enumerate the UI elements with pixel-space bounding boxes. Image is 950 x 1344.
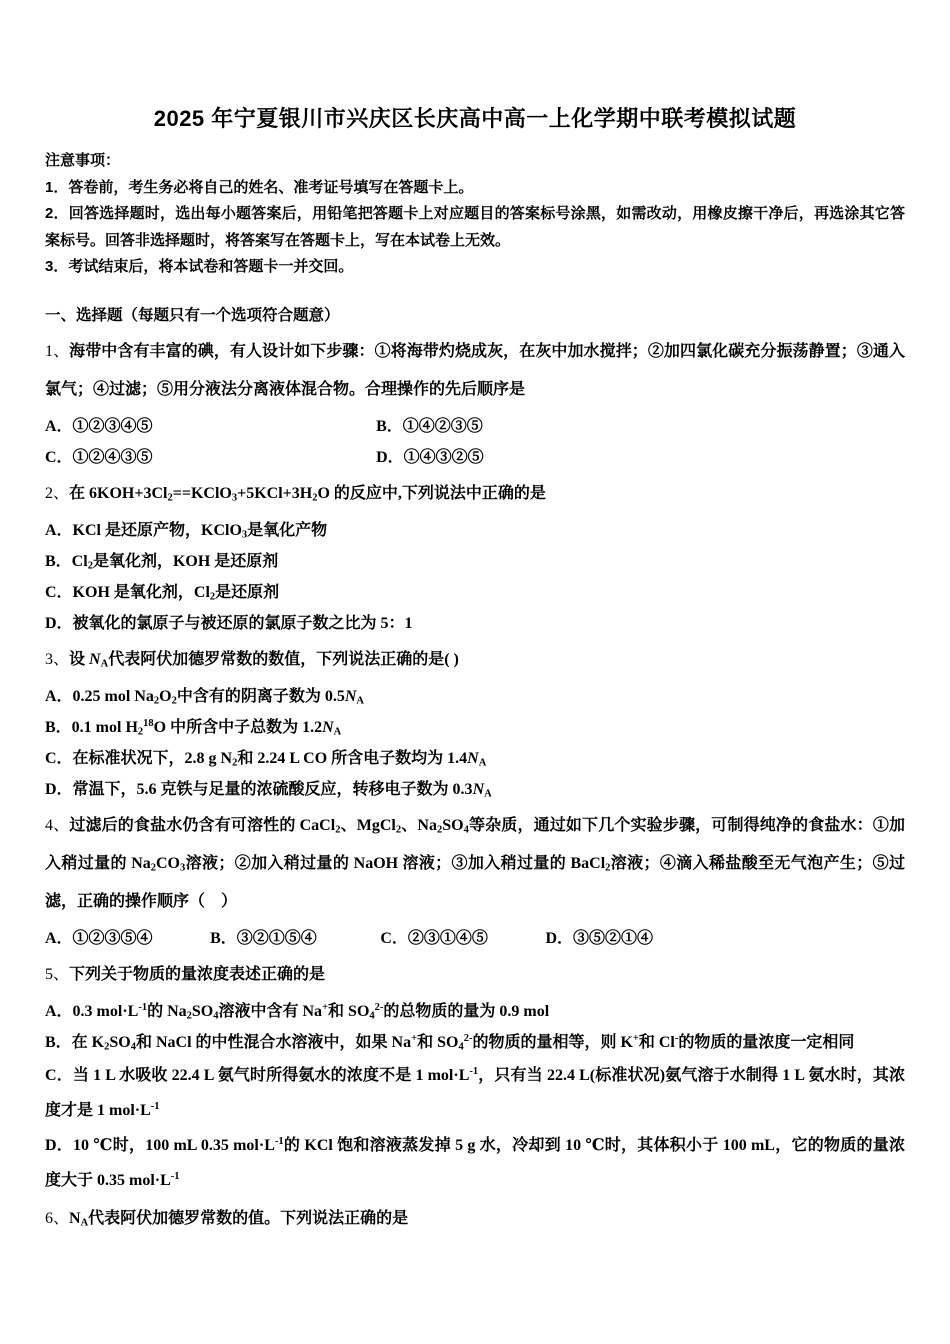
notice-item-3: 3．考试结束后，将本试卷和答题卡一并交回。 (45, 258, 354, 275)
question-2-options (45, 515, 905, 639)
question-3-option-d: D．常温下，5.6 克铁与足量的浓硫酸反应，转移电子数为 $0.3N_A$ (45, 780, 492, 800)
question-4-option-d: D．③⑤②①④ (545, 929, 654, 947)
question-5-number: 5、 (45, 965, 70, 983)
question-4-option-c: C．②③①④⑤ (380, 929, 488, 947)
question-4-option-b: B．③②①⑤④ (210, 929, 317, 947)
question-6-number: 6、 (45, 1209, 70, 1227)
notice-heading: 注意事项： (45, 152, 121, 169)
page-title: 2025 年宁夏银川市兴庆区长庆高中高一上化学期中联考模拟试题 (153, 106, 797, 131)
question-5-options (45, 996, 905, 1198)
section-heading: 一、选择题（每题只有一个选项符合题意） (45, 306, 340, 324)
question-1-option-a: A．①②③④⑤ (45, 417, 153, 435)
question-5-stem (45, 956, 905, 994)
question-5-option-c: C．当 1 L 水吸收 22.4 L 氨气时所得氨水的浓度不是 1 $mol\cdot L^{-1}$，只有当 22.4 L(标准状况)氨气溶于水制得 1 L 氨水时，其浓度才是 1 $mol\cdot L^{-1}$ (45, 1065, 905, 1119)
question-1-option-d: D．①④③②⑤ (376, 448, 484, 466)
question-2-number: 2、 (45, 484, 70, 502)
question-5 (45, 956, 905, 1198)
question-3-stem-text: 设 $N_A$代表阿伏加德罗常数的数值，下列说法正确的是( ) (69, 650, 459, 670)
question-3 (45, 641, 905, 805)
question-4-option-a: A．①②③⑤④ (45, 929, 153, 947)
question-4-stem-text: 过滤后的食盐水仍含有可溶性的 CaCl$_2$、MgCl$_2$、$Na_2SO_4$等杂质，通过如下几个实验步骤，可制得纯净的食盐水：①加入稍过量的 $Na_2CO_3$溶液；②加入稍过量的 NaOH 溶液；③加入稍过量的 BaCl$_2$溶液；④滴入稀盐酸至无气泡产生；⑤过滤，正确的操作顺序（ ） (45, 816, 905, 910)
question-2-option-b: B．$Cl_2$是氧化剂，KOH 是还原剂 (45, 552, 279, 572)
notice-section (45, 148, 905, 281)
question-2-option-a: A．KCl 是还原产物，KClO$_3$是氧化产物 (45, 521, 328, 541)
question-1 (45, 333, 905, 473)
question-2-stem (45, 475, 905, 513)
question-2 (45, 475, 905, 639)
question-3-option-a: A．0.25 mol $Na_2O_2$中含有的阴离子数为 $0.5N_A$ (45, 687, 365, 707)
notice-item-2: 2．回答选择题时，选出每小题答案后，用铅笔把答题卡上对应题目的答案标号涂黑，如需改动，用橡皮擦干净后，再选涂其它答案标号。回答非选择题时，将答案写在答题卡上，写在本试卷上无效。 (45, 205, 905, 249)
question-3-stem (45, 641, 905, 679)
question-4-number: 4、 (45, 816, 70, 834)
question-3-option-b: B．0.1 mol $H_2^{18}O$ 中所含中子总数为 $1.2N_A$ (45, 717, 342, 738)
question-5-stem-text: 下列关于物质的量浓度表述正确的是 (69, 965, 326, 983)
question-2-option-d: D．被氧化的氯原子与被还原的氯原子数之比为 5：1 (45, 614, 413, 632)
question-6 (45, 1200, 905, 1238)
question-3-option-c: C．在标准状况下，2.8 g $N_2$和 2.24 L CO 所含电子数均为 $1.4N_A$ (45, 749, 487, 769)
question-1-stem-text: 海带中含有丰富的碘，有人设计如下步骤：①将海带灼烧成灰，在灰中加水搅拌；②加四氯化碳充分振荡静置；③通入氯气；④过滤；⑤用分液法分离液体混合物。合理操作的先后顺序是 (45, 342, 905, 398)
question-2-stem-text: 在 $6KOH+3Cl_2==KClO_3+5KCl+3H_2O$ 的反应中,下列说法中正确的是 (69, 484, 546, 504)
question-1-number: 1、 (45, 342, 70, 360)
question-2-option-c: C．KOH 是氧化剂，$Cl_2$是还原剂 (45, 583, 280, 603)
question-3-options (45, 681, 905, 805)
question-3-number: 3、 (45, 650, 70, 668)
question-1-stem (45, 333, 905, 409)
question-1-option-c: C．①②④③⑤ (45, 448, 153, 466)
question-1-options (45, 411, 905, 473)
question-4-options (45, 923, 905, 954)
question-5-option-a: A．0.3 $mol\cdot L^{-1}$的 $Na_2SO_4$溶液中含有 Na+和 $SO_4^{2-}$的总物质的量为 0.9 mol (45, 1001, 550, 1022)
question-5-option-d: D．10 ℃时，100 mL 0.35 $mol\cdot L^{-1}$的 KCl 饱和溶液蒸发掉 5 g 水，冷却到 10 ℃时，其体积小于 100 mL，它的物质的量浓度大于 0.35 $mol\cdot L^{-1}$ (45, 1135, 905, 1189)
notice-item-1: 1．答卷前，考生务必将自己的姓名、准考证号填写在答题卡上。 (45, 178, 474, 196)
question-6-stem (45, 1200, 905, 1238)
question-5-option-b: B．在 $K_2SO_4$和 NaCl 的中性混合水溶液中，如果 Na+和 $SO_4^{2-}$的物质的量相等，则 K+和 Cl-的物质的量浓度一定相同 (45, 1032, 855, 1053)
question-6-stem-text: $N_A$代表阿伏加德罗常数的值。下列说法正确的是 (69, 1209, 409, 1229)
question-4-stem (45, 807, 905, 921)
question-1-option-b: B．①④②③⑤ (376, 417, 483, 435)
question-4 (45, 807, 905, 954)
